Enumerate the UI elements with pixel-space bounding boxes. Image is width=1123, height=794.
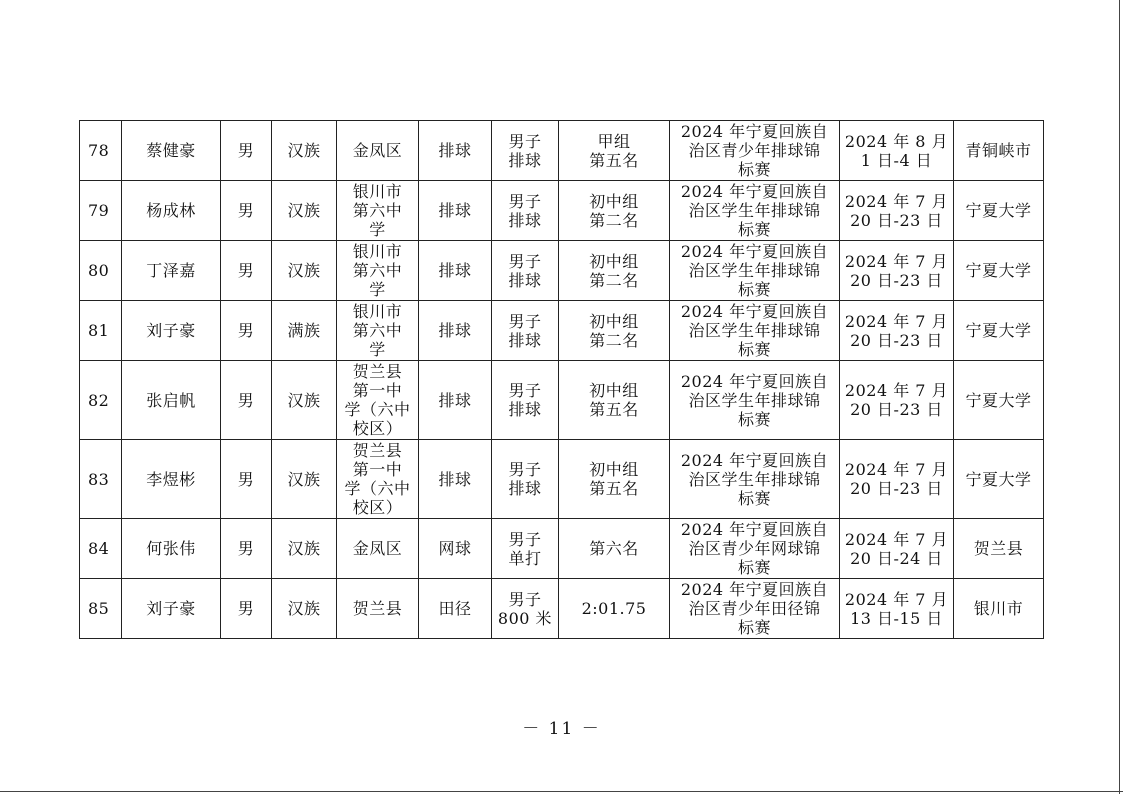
cell-date: 2024 年 7 月 20 日-23 日 — [840, 181, 954, 241]
cell-unit: 贺兰县 第一中 学（六中 校区） — [337, 440, 419, 519]
cell-event: 男子 排球 — [492, 361, 559, 440]
cell-result: 初中组 第二名 — [559, 241, 670, 301]
table-row — [80, 301, 1044, 361]
cell-venue: 宁夏大学 — [954, 301, 1044, 361]
table-row — [80, 440, 1044, 519]
cell-venue: 宁夏大学 — [954, 241, 1044, 301]
awards-table — [79, 120, 1044, 639]
cell-date: 2024 年 7 月 20 日-24 日 — [840, 519, 954, 579]
table-row — [80, 519, 1044, 579]
table-row — [80, 121, 1044, 181]
cell-ethnicity: 汉族 — [272, 440, 337, 519]
table-row — [80, 361, 1044, 440]
cell-gender: 男 — [221, 301, 272, 361]
cell-unit: 贺兰县 第一中 学（六中 校区） — [337, 361, 419, 440]
cell-num: 79 — [80, 181, 122, 241]
cell-ethnicity: 满族 — [272, 301, 337, 361]
cell-ethnicity: 汉族 — [272, 519, 337, 579]
cell-result: 甲组 第五名 — [559, 121, 670, 181]
cell-sport: 田径 — [419, 579, 492, 639]
cell-name: 张启帆 — [122, 361, 221, 440]
cell-competition: 2024 年宁夏回族自 治区学生年排球锦 标赛 — [670, 361, 840, 440]
cell-gender: 男 — [221, 181, 272, 241]
cell-unit: 贺兰县 — [337, 579, 419, 639]
cell-venue: 银川市 — [954, 579, 1044, 639]
cell-venue: 宁夏大学 — [954, 440, 1044, 519]
cell-event: 男子 排球 — [492, 241, 559, 301]
cell-result: 第六名 — [559, 519, 670, 579]
cell-sport: 网球 — [419, 519, 492, 579]
cell-name: 蔡健豪 — [122, 121, 221, 181]
cell-event: 男子 排球 — [492, 301, 559, 361]
cell-result: 2:01.75 — [559, 579, 670, 639]
cell-num: 84 — [80, 519, 122, 579]
cell-num: 85 — [80, 579, 122, 639]
cell-name: 刘子豪 — [122, 579, 221, 639]
cell-competition: 2024 年宁夏回族自 治区青少年田径锦 标赛 — [670, 579, 840, 639]
cell-date: 2024 年 7 月 20 日-23 日 — [840, 361, 954, 440]
table-row — [80, 241, 1044, 301]
cell-unit: 银川市 第六中 学 — [337, 241, 419, 301]
cell-ethnicity: 汉族 — [272, 241, 337, 301]
cell-num: 83 — [80, 440, 122, 519]
cell-gender: 男 — [221, 361, 272, 440]
cell-sport: 排球 — [419, 241, 492, 301]
cell-name: 李煜彬 — [122, 440, 221, 519]
cell-venue: 青铜峡市 — [954, 121, 1044, 181]
cell-gender: 男 — [221, 121, 272, 181]
cell-sport: 排球 — [419, 361, 492, 440]
cell-ethnicity: 汉族 — [272, 579, 337, 639]
cell-name: 丁泽嘉 — [122, 241, 221, 301]
cell-date: 2024 年 7 月 20 日-23 日 — [840, 241, 954, 301]
cell-date: 2024 年 7 月 13 日-15 日 — [840, 579, 954, 639]
cell-sport: 排球 — [419, 440, 492, 519]
cell-result: 初中组 第五名 — [559, 361, 670, 440]
cell-competition: 2024 年宁夏回族自 治区学生年排球锦 标赛 — [670, 301, 840, 361]
cell-ethnicity: 汉族 — [272, 361, 337, 440]
cell-event: 男子 单打 — [492, 519, 559, 579]
cell-num: 82 — [80, 361, 122, 440]
cell-result: 初中组 第二名 — [559, 301, 670, 361]
cell-venue: 宁夏大学 — [954, 181, 1044, 241]
cell-num: 80 — [80, 241, 122, 301]
cell-result: 初中组 第二名 — [559, 181, 670, 241]
cell-competition: 2024 年宁夏回族自 治区学生年排球锦 标赛 — [670, 181, 840, 241]
cell-date: 2024 年 8 月 1 日-4 日 — [840, 121, 954, 181]
cell-date: 2024 年 7 月 20 日-23 日 — [840, 440, 954, 519]
cell-ethnicity: 汉族 — [272, 121, 337, 181]
cell-sport: 排球 — [419, 301, 492, 361]
cell-gender: 男 — [221, 440, 272, 519]
cell-competition: 2024 年宁夏回族自 治区学生年排球锦 标赛 — [670, 241, 840, 301]
cell-name: 何张伟 — [122, 519, 221, 579]
table-row — [80, 579, 1044, 639]
cell-venue: 贺兰县 — [954, 519, 1044, 579]
cell-gender: 男 — [221, 519, 272, 579]
cell-unit: 金凤区 — [337, 519, 419, 579]
cell-name: 杨成林 — [122, 181, 221, 241]
cell-gender: 男 — [221, 579, 272, 639]
cell-sport: 排球 — [419, 181, 492, 241]
cell-event: 男子 排球 — [492, 181, 559, 241]
cell-gender: 男 — [221, 241, 272, 301]
cell-unit: 银川市 第六中 学 — [337, 301, 419, 361]
cell-name: 刘子豪 — [122, 301, 221, 361]
page-edge-right — [1119, 0, 1120, 794]
cell-num: 81 — [80, 301, 122, 361]
cell-competition: 2024 年宁夏回族自 治区青少年排球锦 标赛 — [670, 121, 840, 181]
cell-competition: 2024 年宁夏回族自 治区青少年网球锦 标赛 — [670, 519, 840, 579]
table-row — [80, 181, 1044, 241]
cell-unit: 银川市 第六中 学 — [337, 181, 419, 241]
cell-venue: 宁夏大学 — [954, 361, 1044, 440]
cell-num: 78 — [80, 121, 122, 181]
cell-result: 初中组 第五名 — [559, 440, 670, 519]
cell-sport: 排球 — [419, 121, 492, 181]
cell-event: 男子 排球 — [492, 440, 559, 519]
cell-unit: 金凤区 — [337, 121, 419, 181]
cell-date: 2024 年 7 月 20 日-23 日 — [840, 301, 954, 361]
cell-competition: 2024 年宁夏回族自 治区学生年排球锦 标赛 — [670, 440, 840, 519]
page-number: － 11 － — [522, 719, 601, 739]
page-edge-bottom — [0, 791, 1123, 792]
cell-ethnicity: 汉族 — [272, 181, 337, 241]
cell-event: 男子 800 米 — [492, 579, 559, 639]
cell-event: 男子 排球 — [492, 121, 559, 181]
